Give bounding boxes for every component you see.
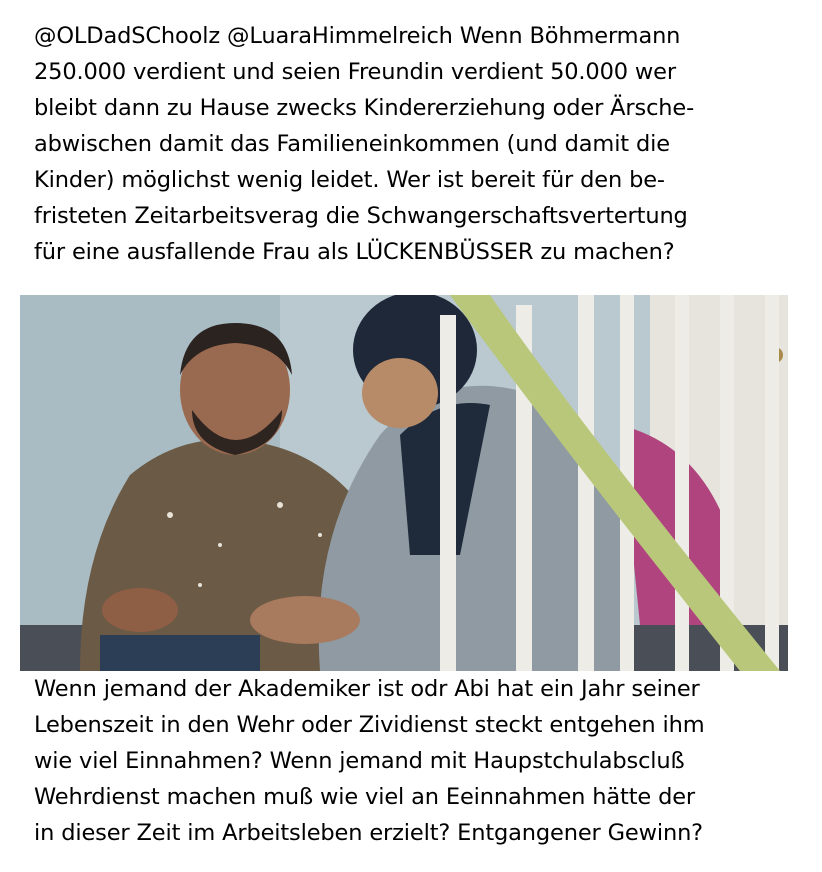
top-paragraph <box>0 18 822 270</box>
man-right-face <box>362 358 438 428</box>
bottom-line-1: Wenn jemand der Akademiker ist odr Abi hat ein Jahr seiner <box>34 676 700 702</box>
photo-illustration <box>20 295 788 671</box>
man-right-hands <box>250 596 360 644</box>
jeans <box>100 635 260 671</box>
top-line-4: abwischen damit das Familieneinkommen (und damit die <box>34 131 670 157</box>
bottom-line-5: in dieser Zeit im Arbeitsleben erzielt? Entgangener Gewinn? <box>34 820 703 846</box>
top-line-6: fristeten Zeitarbeitsverag die Schwangerschaftsvertertung <box>34 203 688 229</box>
bottom-paragraph <box>0 671 822 851</box>
top-line-3: bleibt dann zu Hause zwecks Kindererziehung oder Ärsche- <box>34 95 695 121</box>
top-line-7: für eine ausfallende Frau als LÜCKENBÜSSER zu machen? <box>34 239 675 265</box>
top-line-2: 250.000 verdient und seien Freundin verdient 50.000 wer <box>34 59 676 85</box>
photo-two-men-on-staircase <box>20 295 788 671</box>
man-left-hands <box>102 588 178 632</box>
bottom-line-2: Lebenszeit in den Wehr oder Zividienst steckt entgehen ihm <box>34 712 705 738</box>
bottom-line-4: Wehrdienst machen muß wie viel an Eeinnahmen hätte der <box>34 784 695 810</box>
top-line-5: Kinder) möglichst wenig leidet. Wer ist bereit für den be- <box>34 167 665 193</box>
bottom-line-3: wie viel Einnahmen? Wenn jemand mit Haupstchulabscluß <box>34 748 685 774</box>
top-line-1: @OLDadSChoolz @LuaraHimmelreich Wenn Böhmermann <box>34 23 681 49</box>
